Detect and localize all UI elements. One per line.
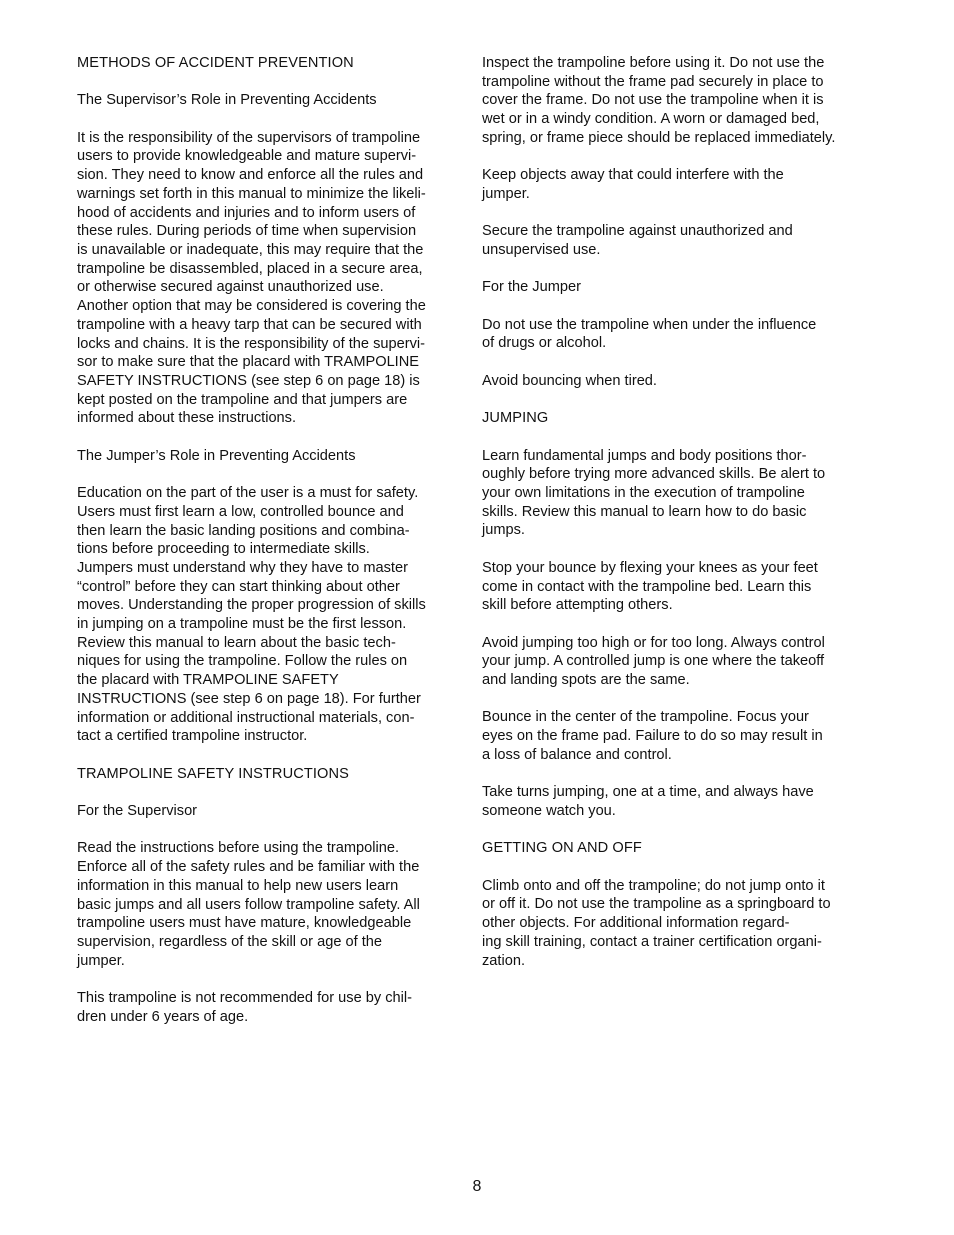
text-line: Enforce all of the safety rules and be familiar with the — [77, 859, 420, 876]
text-line: Learn fundamental jumps and body positions thor- — [482, 447, 807, 464]
text-line: trampoline with a heavy tarp that can be secured with — [77, 316, 422, 333]
text-line: Take turns jumping, one at a time, and always have — [482, 784, 814, 801]
text-line: skill before attempting others. — [482, 597, 673, 614]
text-line: these rules. During periods of time when supervision — [77, 223, 417, 240]
paragraph-1 — [482, 166, 862, 203]
paragraph-10 — [482, 708, 862, 764]
page-number: 8 — [472, 1178, 482, 1195]
paragraph-8 — [77, 989, 462, 1026]
text-line: unsupervised use. — [482, 242, 601, 258]
text-line: zation. — [482, 952, 525, 969]
text-line: or off it. Do not use the trampoline as a springboard to — [482, 896, 831, 913]
text-line: jumper. — [482, 185, 530, 202]
text-line: Climb onto and off the trampoline; do not jump onto it — [482, 877, 825, 894]
text-line: locks and chains. It is the responsibility of the supervi- — [77, 335, 425, 352]
text-line: For the Jumper — [482, 279, 581, 296]
text-line: Keep objects away that could interfere with the — [482, 167, 784, 184]
paragraph-5 — [482, 372, 862, 391]
paragraph-7 — [77, 839, 462, 970]
text-line: Bounce in the center of the trampoline. Focus your — [482, 709, 809, 726]
paragraph-11 — [482, 783, 862, 820]
text-line: jumper. — [77, 952, 125, 969]
text-line: a loss of balance and control. — [482, 746, 672, 763]
text-line: niques for using the trampoline. Follow the rules on — [77, 653, 408, 670]
text-line: Education on the part of the user is a must for safety. — [77, 485, 419, 502]
right-column — [482, 54, 862, 989]
text-line: SAFETY INSTRUCTIONS (see step 6 on page 18) is — [77, 372, 420, 389]
text-line: oughly before trying more advanced skills. Be alert to — [482, 466, 826, 483]
text-line: “control” before they can start thinking about other — [77, 578, 400, 595]
text-line: or otherwise secured against unauthorized use. — [77, 279, 384, 296]
paragraph-0 — [482, 54, 862, 148]
text-line: Review this manual to learn about the basic tech- — [77, 634, 396, 651]
left-column — [77, 54, 462, 1045]
text-line: information or additional instructional materials, con- — [77, 709, 415, 726]
paragraph-2 — [77, 129, 462, 428]
text-line: other objects. For additional information regard- — [482, 915, 790, 932]
text-line: Jumpers must understand why they have to master — [77, 559, 408, 576]
text-line: and landing spots are the same. — [482, 672, 690, 689]
subheading-6 — [77, 802, 462, 821]
heading-12 — [482, 839, 862, 858]
text-line: skills. Review this manual to learn how to do basic — [482, 503, 807, 520]
paragraph-4 — [482, 316, 862, 353]
text-line: tions before proceeding to intermediate skills. — [77, 541, 370, 558]
heading-0 — [77, 54, 462, 73]
text-line: cover the frame. Do not use the trampoline when it is — [482, 92, 824, 109]
text-line: TRAMPOLINE SAFETY INSTRUCTIONS — [77, 765, 349, 782]
text-line: Another option that may be considered is covering the — [77, 298, 426, 315]
text-line: come in contact with the trampoline bed. Learn this — [482, 578, 812, 595]
text-line: It is the responsibility of the supervisors of trampoline — [77, 129, 421, 146]
text-line: This trampoline is not recommended for use by chil- — [77, 990, 412, 1007]
text-line: warnings set forth in this manual to minimize the likeli- — [77, 185, 426, 202]
paragraph-8 — [482, 559, 862, 615]
text-line: GETTING ON AND OFF — [482, 840, 642, 857]
text-line: Inspect the trampoline before using it. Do not use the — [482, 55, 825, 71]
subheading-3 — [77, 447, 462, 466]
text-line: eyes on the frame pad. Failure to do so may result in — [482, 728, 823, 745]
text-line: of drugs or alcohol. — [482, 335, 607, 352]
text-line: Stop your bounce by flexing your knees as your feet — [482, 559, 818, 576]
text-line: your jump. A controlled jump is one where the takeoff — [482, 653, 825, 670]
text-line: trampoline without the frame pad securely in place to — [482, 73, 824, 90]
text-line: Do not use the trampoline when under the influence — [482, 316, 817, 333]
text-line: someone watch you. — [482, 802, 616, 819]
text-line: your own limitations in the execution of trampoline — [482, 485, 805, 502]
text-line: JUMPING — [482, 410, 549, 427]
text-line: Avoid bouncing when tired. — [482, 372, 657, 389]
text-line: spring, or frame piece should be replaced immediately. — [482, 129, 836, 146]
text-line: sion. They need to know and enforce all the rules and — [77, 167, 424, 184]
text-line: information in this manual to help new users learn — [77, 877, 399, 894]
text-line: basic jumps and all users follow trampoline safety. All — [77, 896, 420, 913]
paragraph-4 — [77, 484, 462, 746]
text-line: wet or in a windy condition. A worn or damaged bed, — [482, 111, 820, 128]
text-line: For the Supervisor — [77, 803, 198, 820]
text-line: METHODS OF ACCIDENT PREVENTION — [77, 55, 354, 71]
text-line: ing skill training, contact a trainer certification organi- — [482, 933, 822, 950]
text-line: hood of accidents and injuries and to inform users of — [77, 204, 416, 221]
text-line: users to provide knowledgeable and mature supervi- — [77, 148, 417, 165]
text-line: INSTRUCTIONS (see step 6 on page 18). For further — [77, 690, 421, 707]
text-line: The Supervisor’s Role in Preventing Accidents — [77, 92, 377, 109]
text-line: then learn the basic landing positions and combina- — [77, 522, 410, 539]
text-line: tact a certified trampoline instructor. — [77, 728, 308, 745]
subheading-3 — [482, 278, 862, 297]
text-line: supervision, regardless of the skill or age of the — [77, 933, 383, 950]
text-line: the placard with TRAMPOLINE SAFETY — [77, 672, 339, 689]
text-line: trampoline be disassembled, placed in a secure area, — [77, 260, 423, 277]
text-line: moves. Understanding the proper progression of skills — [77, 597, 426, 614]
text-line: sor to make sure that the placard with TRAMPOLINE — [77, 354, 420, 371]
text-line: Avoid jumping too high or for too long. Always control — [482, 634, 825, 651]
text-line: Read the instructions before using the trampoline. — [77, 840, 400, 857]
text-line: kept posted on the trampoline and that jumpers are — [77, 391, 408, 408]
paragraph-2 — [482, 222, 862, 259]
heading-5 — [77, 765, 462, 784]
paragraph-13 — [482, 877, 862, 971]
text-line: Users must first learn a low, controlled bounce and — [77, 503, 404, 520]
paragraph-7 — [482, 447, 862, 541]
text-line: The Jumper’s Role in Preventing Accidents — [77, 447, 356, 464]
paragraph-9 — [482, 634, 862, 690]
heading-6 — [482, 409, 862, 428]
subheading-1 — [77, 91, 462, 110]
text-line: trampoline users must have mature, knowledgeable — [77, 915, 412, 932]
text-line: jumps. — [482, 522, 525, 539]
text-line: dren under 6 years of age. — [77, 1008, 249, 1025]
text-line: in jumping on a trampoline must be the first lesson. — [77, 616, 407, 633]
text-line: is unavailable or inadequate, this may require that the — [77, 242, 424, 258]
text-line: informed about these instructions. — [77, 410, 297, 427]
text-line: Secure the trampoline against unauthorized and — [482, 223, 793, 240]
